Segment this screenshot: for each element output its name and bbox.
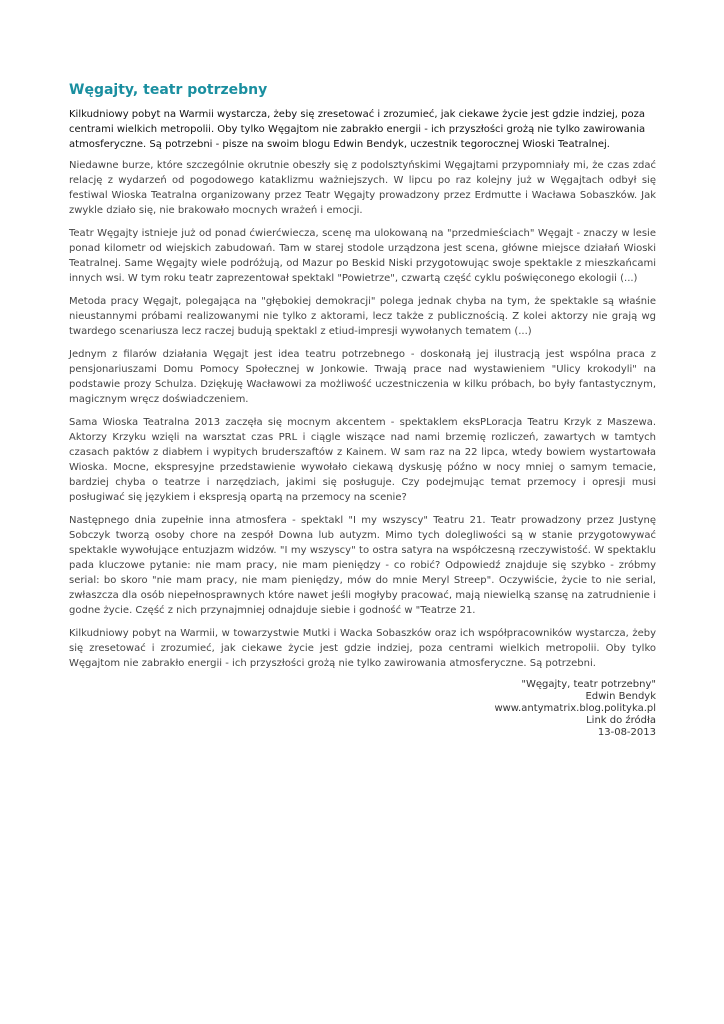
article-paragraph: Kilkudniowy pobyt na Warmii, w towarzystwie Mutki i Wacka Sobaszków oraz ich współpracowników wystarcza, żeby się zresetować i zrozumieć, jak ciekawe życie jest gdzie indziej, poza centrami wielkich metropolii. Oby tylko Węgajtom nie zabrakło energii - ich przyszłości grożą nie tylko zawirowania atmosferyczne. Są potrzebni.: [69, 628, 656, 669]
signature-date: 13-08-2013: [597, 727, 656, 738]
article-paragraph: Metoda pracy Węgajt, polegająca na "głębokiej demokracji" polega jednak chyba na tym, że spektakle są właśnie nieustannymi próbami realizowanymi nie tylko z aktorami, lecz także z publicznością. Z kolei aktorzy nie grają wg twardego scenariusza lecz raczej budują spektakl z etiud-impresji wywołanych tematem (...): [69, 296, 656, 337]
source-link[interactable]: Link do źródła: [586, 715, 656, 726]
article: [69, 80, 656, 739]
article-paragraph: Niedawne burze, które szczególnie okrutnie obeszły się z podolsztyńskimi Węgajtami przypomniały mi, że czas zdać relację z wydarzeń od pogodowego kataklizmu ważniejszych. W lipcu po raz kolejny już w Węgajtach odbył się festiwal Wioska Teatralna organizowany przez Teatr Węgajty prowadzony przez Erdmutte i Wacława Sobaszków. Jak zwykle działo się, nie brakowało mocnych wrażeń i emocji.: [69, 160, 656, 216]
signature-quote-title: "Węgajty, teatr potrzebny": [521, 679, 656, 690]
article-paragraph: Jednym z filarów działania Węgajt jest idea teatru potrzebnego - doskonałą jej ilustracją jest wspólna praca z pensjonariuszami Domu Pomocy Społecznej w Jonkowie. Trwają prace nad wystawieniem "Ulicy krokodyli" na podstawie prozy Schulza. Dziękuję Wacławowi za możliwość uczestniczenia w kilku próbach, bo były fantastycznym, magicznym wręcz doświadczeniem.: [69, 349, 656, 405]
article-lead: Kilkudniowy pobyt na Warmii wystarcza, żeby się zresetować i zrozumieć, jak ciekawe życie jest gdzie indziej, poza centrami wielkich metropolii. Oby tylko Węgajtom nie zabrakło energii - ich przyszłości grożą nie tylko zawirowania atmosferyczne. Są potrzebni - pisze na swoim blogu Edwin Bendyk, uczestnik tegorocznej Wioski Teatralnej.: [69, 109, 646, 150]
article-signature: [69, 679, 656, 739]
signature-site: www.antymatrix.blog.polityka.pl: [494, 703, 656, 714]
signature-author: Edwin Bendyk: [585, 691, 656, 702]
article-paragraph: Następnego dnia zupełnie inna atmosfera - spektakl "I my wszyscy" Teatru 21. Teatr prowadzony przez Justynę Sobczyk tworzą osoby chore na zespół Downa lub autyzm. Mimo tych dolegliwości są w stanie przygotowywać spektakle wywołujące entuzjazm widzów. "I my wszyscy" to ostra satyra na współczesną rzeczywistość. W spektaklu pada kluczowe pytanie: nie mam pracy, nie mam pieniędzy - co robić? Odpowiedź znajduje się szybko - zróbmy serial: bo skoro "nie mam pracy, nie mam pieniędzy, mów do mnie Meryl Streep". Oczywiście, życie to nie serial, zwłaszcza dla osób niepełnosprawnych które nawet jeśli mogłyby pracować, mają niewielką szansę na zatrudnienie i godne życie. Część z nich przynajmniej odnajduje siebie i godność w "Teatrze 21.: [69, 515, 656, 616]
article-title: Węgajty, teatr potrzebny: [69, 82, 268, 98]
article-paragraph: Teatr Węgajty istnieje już od ponad ćwierćwiecza, scenę ma ulokowaną na "przedmieściach" Węgajt - znaczy w lesie ponad kilometr od wiejskich zabudowań. Tam w starej stodole urządzona jest scena, główne miejsce działań Wioski Teatralnej. Same Węgajty wiele podróżują, od Mazur po Beskid Niski przygotowując swoje spektakle z mieszkańcami innych wsi. W tym roku teatr zaprezentował spektakl "Powietrze", czwartą część cyklu poświęconego ekologii (...): [69, 228, 656, 284]
article-paragraph: Sama Wioska Teatralna 2013 zaczęła się mocnym akcentem - spektaklem eksPLoracja Teatru Krzyk z Maszewa. Aktorzy Krzyku wzięli na warsztat czas PRL i ciągle wiszące nad nami brzemię rozliczeń, zawartych w tamtych czasach paktów z diabłem i wypitych bruderszaftów z Kainem. W sam raz na 22 lipca, wtedy bowiem wystartowała Wioska. Mocne, ekspresyjne przedstawienie wywołało ciekawą dyskusję późno w nocy mniej o samym temacie, bardziej chyba o teatrze i narzędziach, jakimi się posługuje. Czy podejmując temat przemocy i opresji musi posługiwać się językiem i ekspresją opartą na przemocy na scenie?: [69, 417, 656, 503]
